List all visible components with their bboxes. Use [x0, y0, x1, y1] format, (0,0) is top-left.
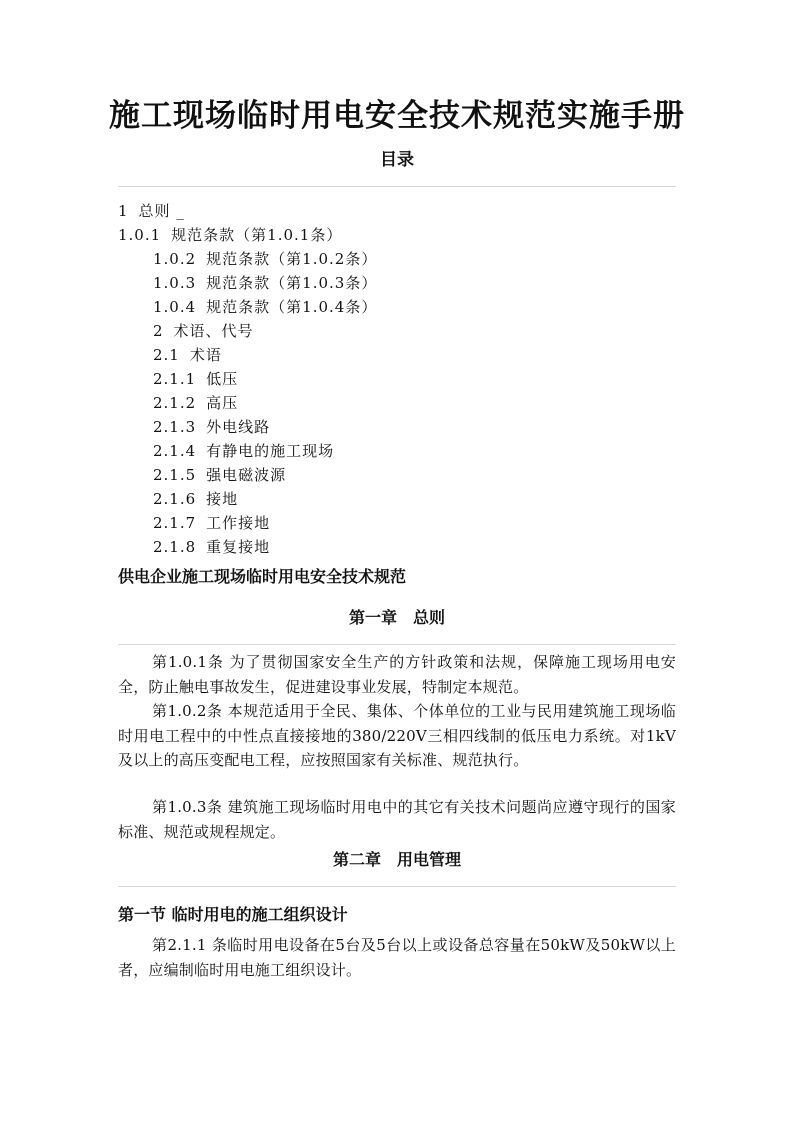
toc-item[interactable]: 2.1.1 低压 — [153, 370, 239, 388]
toc-item[interactable]: 1.0.1 规范条款（第1.0.1条） — [118, 226, 343, 244]
section-title: 供电企业施工现场临时用电安全技术规范 — [118, 567, 407, 586]
toc-item[interactable]: 1 总则 _ — [118, 202, 185, 220]
paragraph: 第2.1.1 条临时用电设备在5台及5台以上或设备总容量在50kW及50kW以上者，应编制临时用电施工组织设计。 — [118, 936, 676, 979]
divider — [118, 886, 676, 887]
paragraph: 第1.0.2条 本规范适用于全民、集体、个体单位的工业与民用建筑施工现场临时用电工程中的中性点直接接地的380/220V三相四线制的低压电力系统。对1kV及以上的高压变配电工程，应按照国家有关标准、规范执行。 — [118, 702, 676, 769]
toc-item[interactable]: 2.1.8 重复接地 — [153, 538, 271, 556]
document-title: 施工现场临时用电安全技术规范实施手册 — [109, 98, 685, 134]
toc-item[interactable]: 2.1.6 接地 — [153, 490, 239, 508]
divider — [118, 186, 676, 187]
divider — [118, 644, 676, 645]
toc-item[interactable]: 2.1.2 高压 — [153, 394, 239, 412]
toc-heading: 目录 — [380, 150, 414, 170]
chapter-title: 第一章 总则 — [348, 608, 445, 627]
toc-item[interactable]: 2.1.3 外电线路 — [153, 418, 271, 436]
toc-item[interactable]: 2.1.5 强电磁波源 — [153, 466, 287, 484]
toc-item[interactable]: 1.0.4 规范条款（第1.0.4条） — [153, 298, 378, 316]
subsection-title: 第一节 临时用电的施工组织设计 — [118, 905, 348, 924]
toc-item[interactable]: 1.0.2 规范条款（第1.0.2条） — [153, 250, 378, 268]
toc-item[interactable]: 2 术语、代号 — [153, 322, 254, 340]
paragraph: 第1.0.1条 为了贯彻国家安全生产的方针政策和法规，保障施工现场用电安全，防止触电事故发生，促进建设事业发展，特制定本规范。 — [118, 653, 676, 696]
toc-item[interactable]: 2.1.4 有静电的施工现场 — [153, 442, 335, 460]
paragraph: 第1.0.3条 建筑施工现场临时用电中的其它有关技术问题尚应遵守现行的国家标准、规范或规程规定。 — [118, 798, 676, 841]
chapter-title: 第二章 用电管理 — [332, 850, 461, 869]
toc-item[interactable]: 2.1 术语 — [153, 346, 222, 364]
toc-item[interactable]: 1.0.3 规范条款（第1.0.3条） — [153, 274, 378, 292]
toc-item[interactable]: 2.1.7 工作接地 — [153, 514, 271, 532]
table-of-contents — [0, 199, 794, 559]
